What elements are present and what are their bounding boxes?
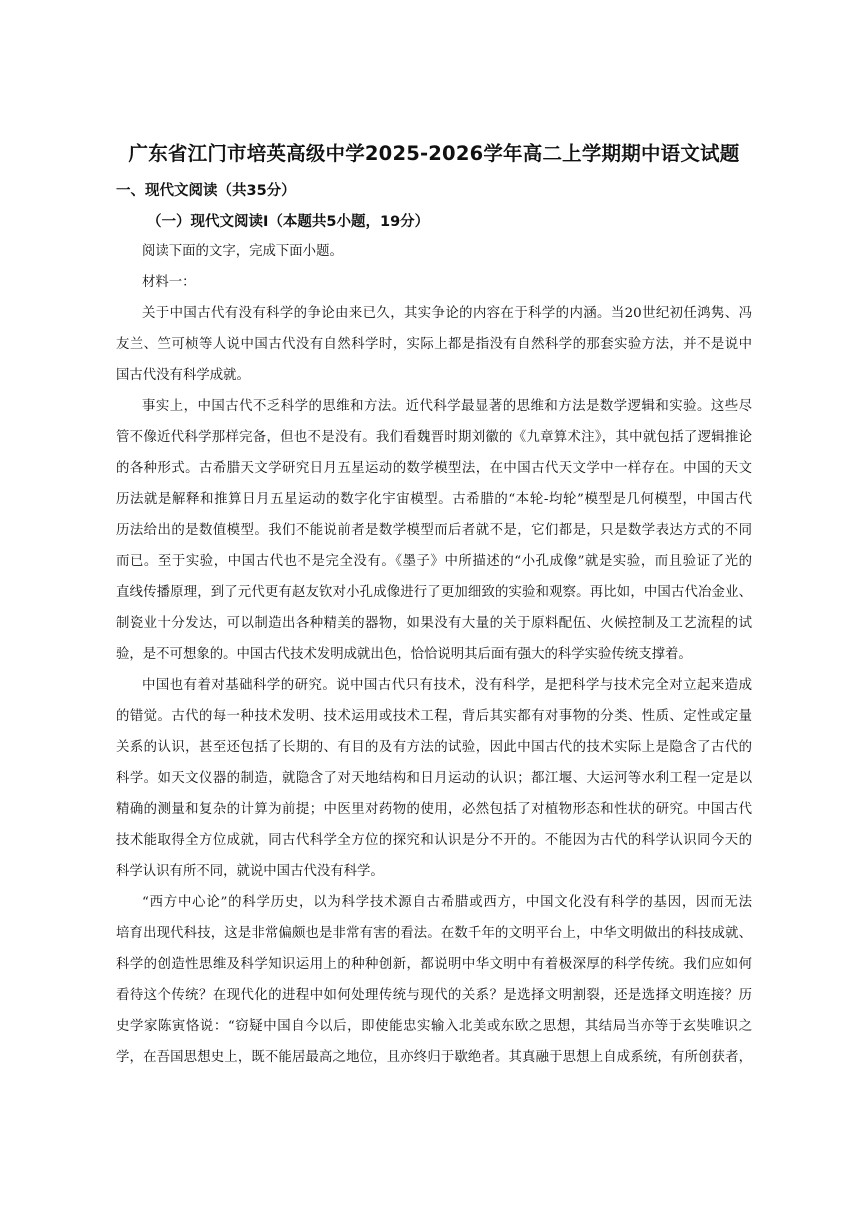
- paragraph-line: 而已。至于实验，中国古代也不是完全没有。《墨子》中所描述的“小孔成像”就是实验，而且验证了光的: [116, 554, 752, 569]
- paragraph-line: 关于中国古代有没有科学的争论由来已久，其实争论的内容在于科学的内涵。当20世纪初任鸿隽、冯: [142, 306, 752, 321]
- paragraph-line: 的各种形式。古希腊天文学研究日月五星运动的数学模型法，在中国古代天文学中一样存在。中国的天文: [116, 461, 752, 476]
- paragraph-line: 科学认识有所不同，就说中国古代没有科学。: [116, 864, 384, 879]
- paragraph-line: 技术能取得全方位成就，同古代科学全方位的探究和认识是分不开的。不能因为古代的科学认识同今天的: [116, 833, 752, 848]
- paragraph-line: 科学的创造性思维及科学知识运用上的种种创新，都说明中华文明中有着极深厚的科学传统。我们应如何: [116, 957, 752, 972]
- material-label: 材料一：: [142, 275, 196, 290]
- paragraph-line: 精确的测量和复杂的计算为前提；中医里对药物的使用，必然包括了对植物形态和性状的研究。中国古代: [116, 802, 752, 817]
- paragraph-line: 中国也有着对基础科学的研究。说中国古代只有技术，没有科学，是把科学与技术完全对立起来造成: [142, 678, 752, 693]
- paragraph-line: 管不像近代科学那样完备，但也不是没有。我们看魏晋时期刘徽的《九章算术注》，其中就包括了逻辑推论: [116, 430, 752, 445]
- subsection-heading: （一）现代文阅读Ⅰ（本题共5小题，19分）: [147, 214, 430, 230]
- section-heading: 一、现代文阅读（共35分）: [116, 183, 296, 199]
- paragraph-line: 直线传播原理，到了元代更有赵友钦对小孔成像进行了更加细致的实验和观察。再比如，中国古代冶金业、: [116, 585, 752, 600]
- paragraph-line: 的错觉。古代的每一种技术发明、技术运用或技术工程，背后其实都有对事物的分类、性质、定性或定量: [116, 709, 752, 724]
- paragraph-line: 事实上，中国古代不乏科学的思维和方法。近代科学最显著的思维和方法是数学逻辑和实验。这些尽: [142, 399, 752, 414]
- document-title: 广东省江门市培英高级中学2025-2026学年高二上学期期中语文试题: [128, 142, 740, 165]
- paragraph-line: 学，在吾国思想史上，既不能居最高之地位，且亦终归于歇绝者。其真融于思想上自成系统，有所创获者，: [116, 1050, 752, 1065]
- paragraph-line: 历法给出的是数值模型。我们不能说前者是数学模型而后者就不是，它们都是，只是数学表达方式的不同: [116, 523, 752, 538]
- paragraph-line: 友兰、竺可桢等人说中国古代没有自然科学时，实际上都是指没有自然科学的那套实验方法，并不是说中: [116, 337, 752, 352]
- paragraph-line: 制瓷业十分发达，可以制造出各种精美的器物，如果没有大量的关于原料配伍、火候控制及工艺流程的试: [116, 616, 752, 631]
- paragraph-line: 看待这个传统？在现代化的进程中如何处理传统与现代的关系？是选择文明割裂，还是选择文明连接？历: [116, 988, 752, 1003]
- paragraph-line: 培育出现代科技，这是非常偏颇也是非常有害的看法。在数千年的文明平台上，中华文明做出的科技成就、: [116, 926, 752, 941]
- paragraph-line: 国古代没有科学成就。: [116, 368, 250, 383]
- paragraph-line: 史学家陈寅恪说：“窃疑中国自今以后，即使能忠实输入北美或东欧之思想，其结局当亦等于玄奘唯识之: [116, 1019, 752, 1034]
- paragraph-line: 科学。如天文仪器的制造，就隐含了对天地结构和日月运动的认识；都江堰、大运河等水利工程一定是以: [116, 771, 752, 786]
- instruction-text: 阅读下面的文字，完成下面小题。: [142, 244, 343, 259]
- paragraph-line: 关系的认识，甚至还包括了长期的、有目的及有方法的试验，因此中国古代的技术实际上是隐含了古代的: [116, 740, 752, 755]
- paragraph-line: 历法就是解释和推算日月五星运动的数字化宇宙模型。古希腊的“本轮-均轮”模型是几何模型，中国古代: [116, 492, 752, 507]
- paragraph-line: 验，是不可想象的。中国古代技术发明成就出色，恰恰说明其后面有强大的科学实验传统支撑着。: [116, 647, 692, 662]
- paragraph-line: “西方中心论”的科学历史，以为科学技术源自古希腊或西方，中国文化没有科学的基因，因而无法: [142, 895, 752, 910]
